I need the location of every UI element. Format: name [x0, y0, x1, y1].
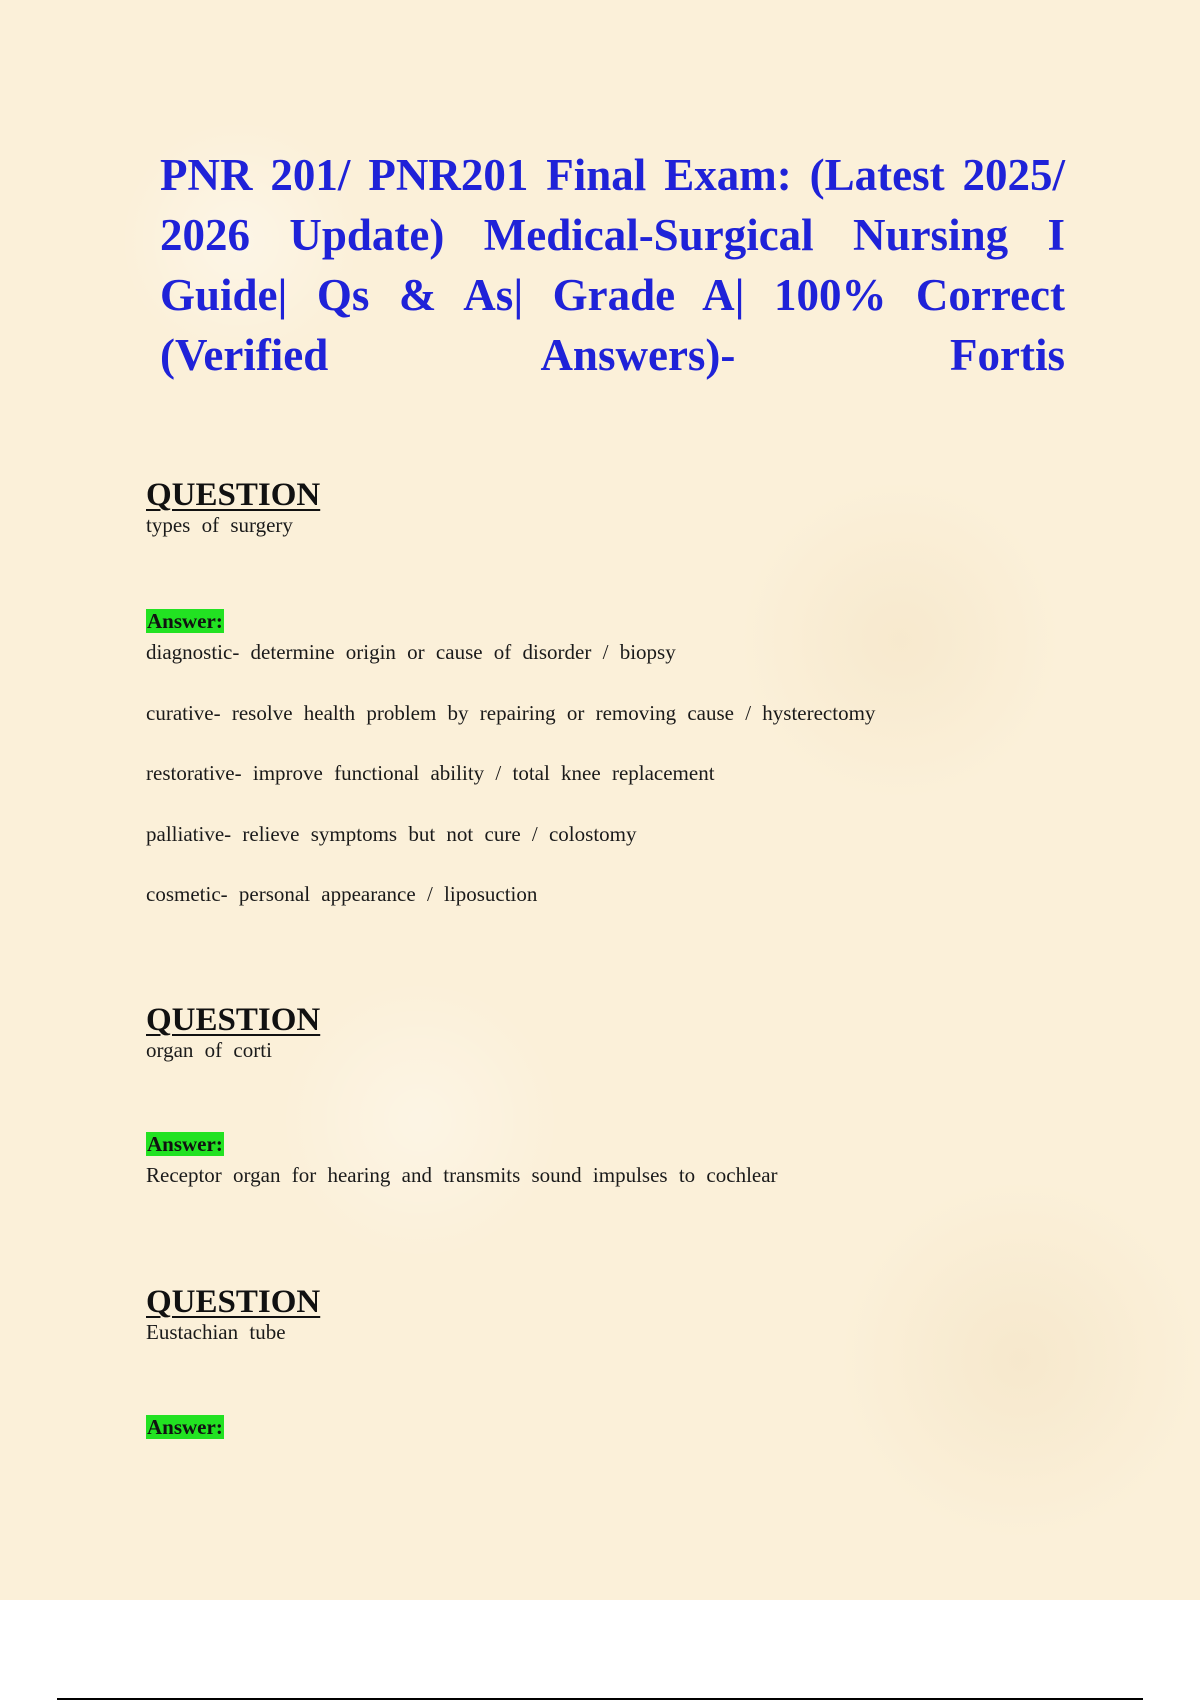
answer-line: diagnostic- determine origin or cause of disorder / biopsy: [146, 640, 676, 664]
question-text: organ of corti: [146, 1038, 272, 1062]
question-block: [146, 1282, 321, 1439]
question-block: [146, 475, 876, 906]
answer-list: [146, 1161, 1096, 1189]
answer-line: Receptor organ for hearing and transmits sound impulses to cochlear: [146, 1163, 778, 1187]
answer-list: [146, 638, 1096, 941]
answer-label: Answer:: [147, 1132, 223, 1156]
answer-label: Answer:: [147, 1415, 223, 1439]
question-text: Eustachian tube: [146, 1320, 286, 1344]
question-heading: QUESTION: [146, 477, 321, 513]
document-title: PNR 201/ PNR201 Final Exam: (Latest 2025/ 2026 Update) Medical-Surgical Nursing I Guide| Qs & As| Grade A| 100% Correct (Verified Answers)- Fortis: [160, 150, 1065, 380]
answer-line: restorative- improve functional ability / total knee replacement: [146, 761, 715, 785]
question-heading: QUESTION: [146, 1284, 321, 1320]
answer-line: cosmetic- personal appearance / liposuction: [146, 882, 538, 906]
question-text: types of surgery: [146, 513, 293, 537]
question-block: [146, 1000, 778, 1187]
answer-line: curative- resolve health problem by repairing or removing cause / hysterectomy: [146, 700, 876, 725]
question-heading: QUESTION: [146, 1002, 321, 1038]
answer-line: palliative- relieve symptoms but not cure / colostomy: [146, 821, 637, 846]
answer-label: Answer:: [147, 609, 223, 633]
